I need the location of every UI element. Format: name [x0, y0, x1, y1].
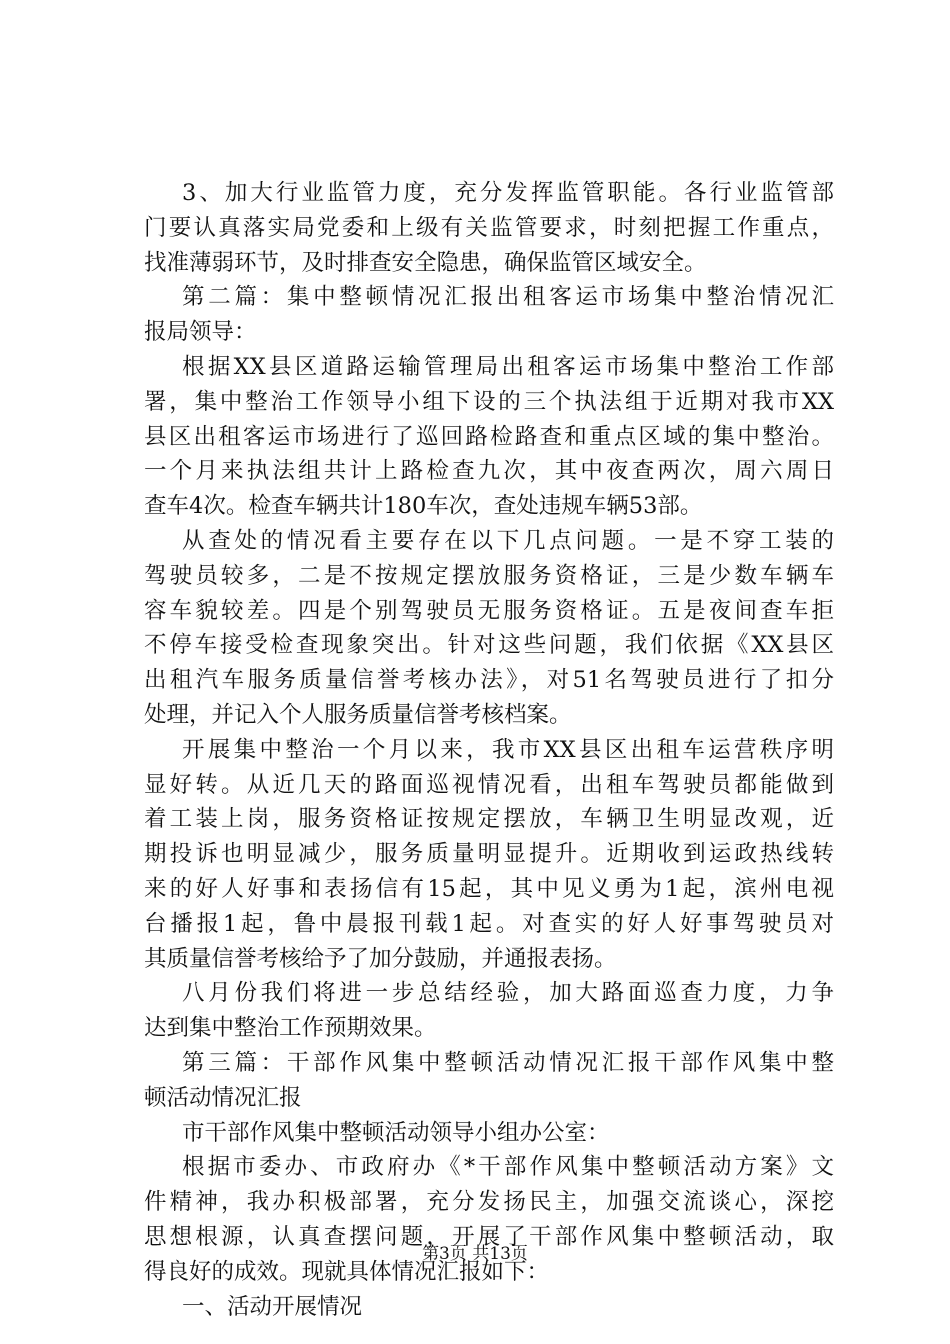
paragraph-line: 容车貌较差。四是个别驾驶员无服务资格证。五是夜间查车拒: [144, 597, 834, 624]
paragraph-line: 报局领导：: [144, 319, 257, 346]
paragraph-line: 查车4次。检查车辆共计180车次，查处违规车辆53部。: [144, 493, 703, 520]
document-body: [144, 176, 834, 1324]
paragraph-line: 署，集中整治工作领导小组下设的三个执法组于近期对我市XX: [144, 388, 834, 415]
paragraph-line: 不停车接受检查现象突出。针对这些问题，我们依据《XX县区: [144, 632, 834, 659]
paragraph-line: 得良好的成效。现就具体情况汇报如下：: [144, 1258, 550, 1285]
paragraph-line: 处理，并记入个人服务质量信誉考核档案。: [144, 701, 572, 728]
paragraph-line: 出租汽车服务质量信誉考核办法》，对51名驾驶员进行了扣分: [144, 667, 834, 694]
paragraph-line: 其质量信誉考核给予了加分鼓励，并通报表扬。: [144, 945, 617, 972]
paragraph-first-line: 市干部作风集中整顿活动领导小组办公室：: [182, 1119, 610, 1146]
paragraph-line: 驾驶员较多，二是不按规定摆放服务资格证，三是少数车辆车: [144, 562, 834, 589]
paragraph-first-line: 第三篇：干部作风集中整顿活动情况汇报干部作风集中整: [182, 1049, 834, 1076]
paragraph-first-line: 第二篇：集中整顿情况汇报出租客运市场集中整治情况汇: [182, 284, 834, 311]
paragraph-line: 门要认真落实局党委和上级有关监管要求，时刻把握工作重点，: [144, 214, 834, 241]
paragraph-line: 思想根源，认真查摆问题，开展了干部作风集中整顿活动，取: [144, 1223, 834, 1250]
paragraph-line: 显好转。从近几天的路面巡视情况看，出租车驾驶员都能做到: [144, 771, 834, 798]
paragraph-line: 一个月来执法组共计上路检查九次，其中夜查两次，周六周日: [144, 458, 834, 485]
paragraph-line: 件精神，我办积极部署，充分发扬民主，加强交流谈心，深挖: [144, 1189, 834, 1216]
paragraph-first-line: 根据XX县区道路运输管理局出租客运市场集中整治工作部: [182, 353, 834, 380]
paragraph-line: 期投诉也明显减少，服务质量明显提升。近期收到运政热线转: [144, 841, 834, 868]
paragraph-first-line: 3、加大行业监管力度，充分发挥监管职能。各行业监管部: [182, 180, 834, 206]
paragraph-first-line: 根据市委办、市政府办《*干部作风集中整顿活动方案》文: [182, 1154, 834, 1181]
paragraph-line: 台播报1起，鲁中晨报刊载1起。对查实的好人好事驾驶员对: [144, 910, 834, 937]
page-number-footer: 第3页 共13页: [422, 1244, 528, 1264]
paragraph-line: 找准薄弱环节，及时排查安全隐患，确保监管区域安全。: [144, 249, 707, 276]
paragraph-first-line: 从查处的情况看主要存在以下几点问题。一是不穿工装的: [182, 527, 834, 554]
paragraph-line: 着工装上岗，服务资格证按规定摆放，车辆卫生明显改观，近: [144, 806, 834, 833]
paragraph-line: 顿活动情况汇报: [144, 1084, 302, 1111]
paragraph-line: 达到集中整治工作预期效果。: [144, 1015, 437, 1042]
paragraph-first-line: 一、活动开展情况: [182, 1293, 363, 1320]
paragraph-first-line: 八月份我们将进一步总结经验，加大路面巡查力度，力争: [182, 980, 834, 1007]
paragraph-line: 县区出租客运市场进行了巡回路检路查和重点区域的集中整治。: [144, 423, 834, 450]
paragraph-line: 来的好人好事和表扬信有15起，其中见义勇为1起，滨州电视: [144, 875, 834, 902]
paragraph-first-line: 开展集中整治一个月以来，我市XX县区出租车运营秩序明: [182, 736, 834, 763]
